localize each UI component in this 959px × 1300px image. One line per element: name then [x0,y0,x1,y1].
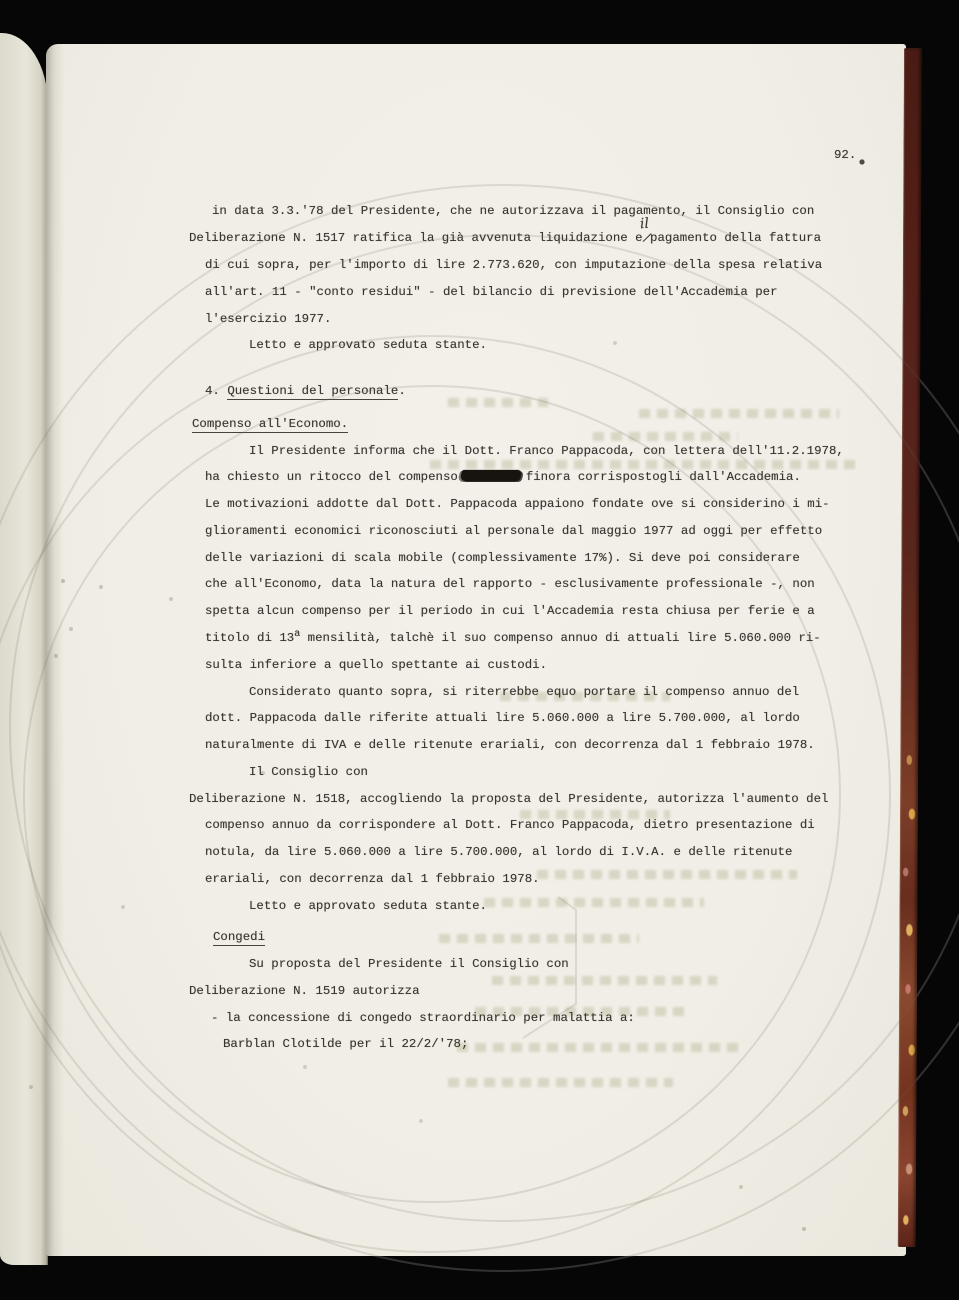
text-line [192,417,348,432]
typewritten-text: Il Consiglio con [249,765,368,779]
typewritten-text: 4. [205,384,228,398]
text-line [205,577,815,592]
typewritten-text: in data 3.3.'78 del Presidente, che ne autorizzava il pagamento, il Consiglio con [212,204,815,218]
text-line [189,984,420,999]
text-line [205,658,547,673]
typewritten-text: Considerato quanto sopra, si riterrebbe equo portare il compenso annuo del [249,685,800,699]
typewritten-text: Il Presidente informa che il Dott. Franco Pappacoda, con lettera dell'11.2.1978, [249,444,844,458]
typewritten-text: titolo di 13 [205,631,295,645]
typewritten-text: Letto e approvato seduta stante. [249,338,487,352]
typewritten-text: l'esercizio 1977. [205,312,332,326]
text-line [205,551,800,566]
text-line [249,444,844,459]
text-line [211,1011,635,1026]
text-line [249,765,368,780]
typewritten-text: all'art. 11 - "conto residui" - del bilancio di previsione dell'Accademia per [205,285,778,299]
text-line [189,792,828,807]
typewritten-text: Deliberazione N. 1519 autorizza [189,984,420,998]
text-line [213,930,265,945]
text-line [249,899,487,914]
text-line [249,338,487,353]
typewritten-text: glioramenti economici riconosciuti al personale dal maggio 1977 ad oggi per effetto [205,524,823,538]
text-line [249,685,799,700]
typewritten-text: erariali, con decorrenza dal 1 febbraio 1978. [205,872,540,886]
text-line [205,604,815,619]
typewritten-text: spetta alcun compenso per il periodo in cui l'Accademia resta chiusa per ferie e a [205,604,815,618]
typewritten-text: Deliberazione N. 1518, accogliendo la proposta del Presidente, autorizza l'aumento del [189,792,829,806]
text-line [205,818,815,833]
typewritten-text: Letto e approvato seduta stante. [249,899,487,913]
typewritten-text: naturalmente di IVA e delle ritenute erariali, con decorrenza dal 1 febbraio 1978. [205,738,815,752]
underlined-heading-text: Questioni del personale [227,384,399,398]
typewritten-text: Su proposta del Presidente il Consiglio con [249,957,569,971]
page-number: 92. [834,148,857,162]
caret-slash-mark: / [641,231,651,247]
redaction-mark [459,470,522,481]
text-line [249,957,569,972]
text-line: Deliberazione N. 1517 ratifica la già avvenuta liquidazione e/ il pagamento della fattura [189,215,822,247]
text-line [205,524,822,539]
text-line [223,1037,468,1052]
text-line [205,845,792,860]
typewritten-text: sulta inferiore a quello spettante ai custodi. [205,658,548,672]
typewritten-text: mensilità, talchè il suo compenso annuo di attuali lire 5.060.000 ri- [300,631,821,645]
text-line [205,711,800,726]
text-line [205,631,821,647]
typewritten-text: compenso annuo da corrispondere al Dott. Franco Pappacoda, dietro presentazione di [205,818,815,832]
typewritten-text: Deliberazione N. 1517 ratifica la già avvenuta liquidazione e [189,231,643,245]
text-line [205,470,801,485]
typewritten-text: finora corrispostogli dall'Accademia. [525,470,801,484]
text-line [212,204,814,219]
typewritten-text: - la concessione di congedo straordinario per malattia a: [211,1011,635,1025]
text-line [205,285,778,300]
superscript-text: a [294,629,301,640]
underlined-heading-text: Congedi [213,930,266,944]
text-line [205,384,406,399]
text-line [205,312,331,327]
underlined-heading-text: Compenso all'Economo. [192,417,349,431]
typewritten-text: Le motivazioni addotte dal Dott. Pappacoda appaiono fondate ove si considerino i mi- [205,497,830,511]
typewritten-text: . [398,384,406,398]
typewritten-text: ha chiesto un ritocco del compenso [205,470,458,484]
typewritten-text: Barblan Clotilde per il 22/2/'78; [223,1037,469,1051]
text-line [205,872,540,887]
typewritten-text: delle variazioni di scala mobile (complessivamente 17%). Si deve poi considerare [205,551,800,565]
text-line [205,497,830,512]
typewritten-text: notula, da lire 5.060.000 a lire 5.700.000, al lordo di I.V.A. e delle ritenute [205,845,793,859]
typewritten-text: dott. Pappacoda dalle riferite attuali lire 5.060.000 a lire 5.700.000, al lordo [205,711,800,725]
text-line [205,738,815,753]
typewritten-text: pagamento della fattura [650,231,822,245]
text-line [205,258,822,273]
typewritten-text: di cui sopra, per l'importo di lire 2.773.620, con imputazione della spesa relativa [205,258,823,272]
typewritten-text: che all'Economo, data la natura del rapporto - esclusivamente professionale -, non [205,577,815,591]
